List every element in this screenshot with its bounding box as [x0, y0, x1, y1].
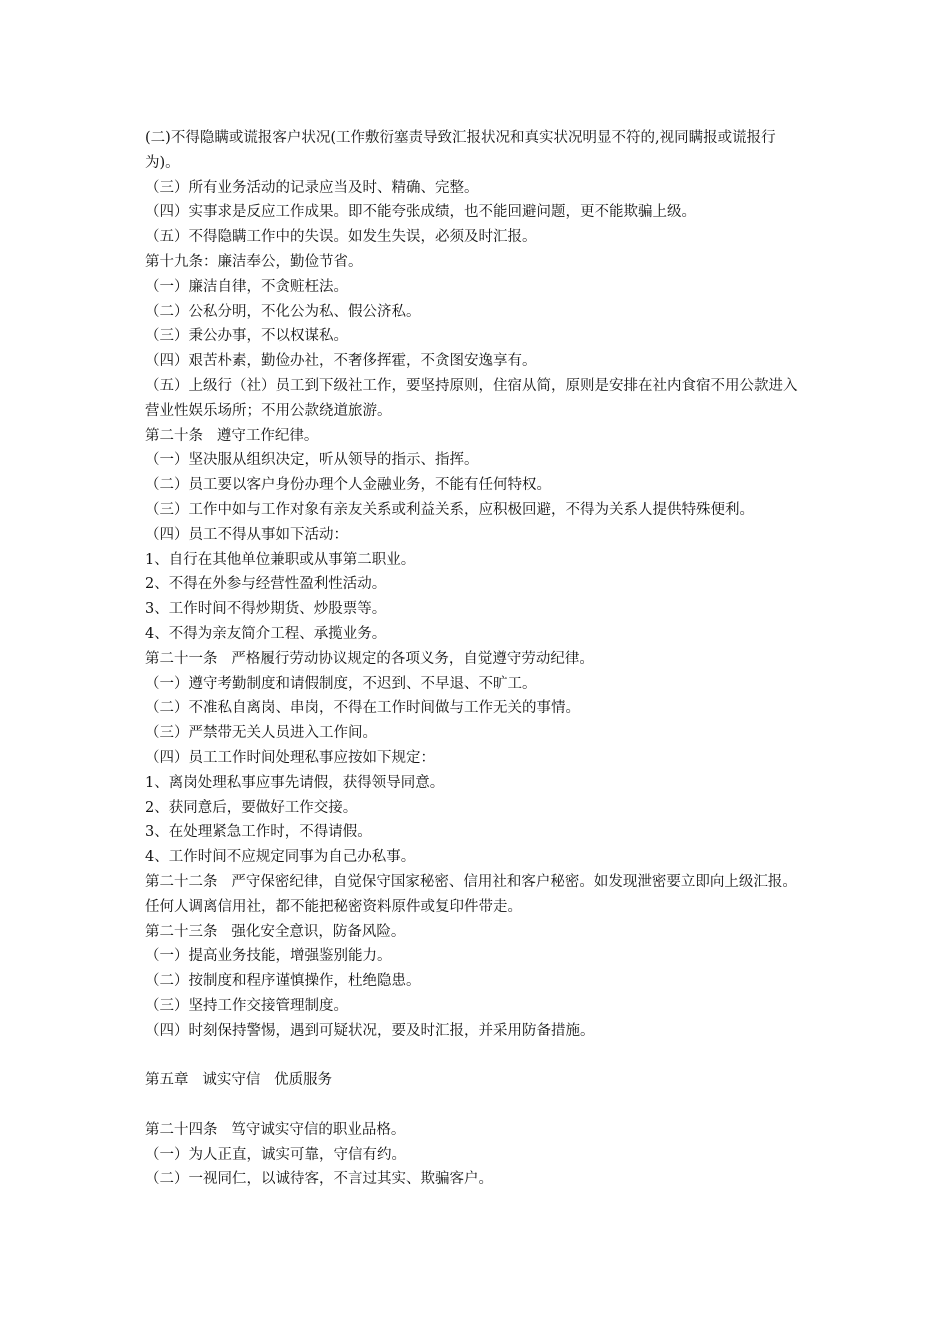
blank-line	[145, 1093, 810, 1118]
paragraph-line: （二）员工要以客户身份办理个人金融业务，不能有任何特权。	[145, 477, 551, 494]
paragraph-line: 4、工作时间不应规定同事为自己办私事。	[145, 849, 416, 866]
paragraph-line: （四）实事求是反应工作成果。即不能夸张成绩，也不能回避问题，更不能欺骗上级。	[145, 204, 696, 221]
paragraph-line: 第二十一条 严格履行劳动协议规定的各项义务，自觉遵守劳动纪律。	[145, 650, 594, 667]
paragraph-line: （三）严禁带无关人员进入工作间。	[145, 725, 377, 742]
paragraph-line: 第二十四条 笃守诚实守信的职业品格。	[145, 1121, 406, 1138]
paragraph-line: （三）坚持工作交接管理制度。	[145, 997, 348, 1014]
document-page	[145, 126, 810, 1192]
paragraph-line: （三）所有业务活动的记录应当及时、精确、完整。	[145, 179, 479, 196]
paragraph-line: （四）时刻保持警惕，遇到可疑状况，要及时汇报，并采用防备措施。	[145, 1022, 595, 1039]
paragraph-line: 第二十条 遵守工作纪律。	[145, 427, 319, 444]
paragraph-line: （三）秉公办事，不以权谋私。	[145, 328, 348, 345]
paragraph-line: （四）员工工作时间处理私事应按如下规定：	[145, 749, 435, 766]
paragraph-line: （一）为人正直，诚实可靠，守信有约。	[145, 1146, 406, 1163]
paragraph-line: （二）不准私自离岗、串岗，不得在工作时间做与工作无关的事情。	[145, 700, 580, 717]
paragraph-line: 4、不得为亲友简介工程、承揽业务。	[145, 625, 387, 642]
paragraph-line: （一）遵守考勤制度和请假制度，不迟到、不早退、不旷工。	[145, 675, 537, 692]
paragraph-line: （四）艰苦朴素，勤俭办社，不奢侈挥霍，不贪图安逸享有。	[145, 353, 537, 370]
paragraph-line: （五）上级行（社）员工到下级社工作，要坚持原则，住宿从简，原则是安排在社内食宿不用公款进入营业性娱乐场所；不用公款绕道旅游。	[145, 377, 798, 419]
paragraph-line: 1、离岗处理私事应事先请假，获得领导同意。	[145, 774, 445, 791]
paragraph-line: （二）公私分明，不化公为私、假公济私。	[145, 303, 421, 320]
paragraph-line: （五）不得隐瞒工作中的失误。如发生失误，必须及时汇报。	[145, 229, 537, 246]
blank-line	[145, 1043, 810, 1068]
paragraph-line: （一）坚决服从组织决定，听从领导的指示、指挥。	[145, 452, 479, 469]
paragraph-line: 第二十三条 强化安全意识，防备风险。	[145, 923, 406, 940]
paragraph-line: （二）一视同仁，以诚待客，不言过其实、欺骗客户。	[145, 1171, 493, 1188]
paragraph-line: 第十九条：廉洁奉公，勤俭节省。	[145, 253, 363, 270]
paragraph-line: （三）工作中如与工作对象有亲友关系或利益关系，应积极回避，不得为关系人提供特殊便利。	[145, 501, 754, 518]
paragraph-line: 2、不得在外参与经营性盈利性活动。	[145, 576, 387, 593]
paragraph-line: （四）员工不得从事如下活动：	[145, 526, 348, 543]
paragraph-line: （一）提高业务技能，增强鉴别能力。	[145, 948, 392, 965]
paragraph-line: 3、在处理紧急工作时，不得请假。	[145, 824, 372, 841]
section-a	[145, 126, 810, 1043]
paragraph-line: （一）廉洁自律，不贪赃枉法。	[145, 278, 348, 295]
paragraph-line: 第二十二条 严守保密纪律，自觉保守国家秘密、信用社和客户秘密。如发现泄密要立即向上级汇报。任何人调离信用社，都不能把秘密资料原件或复印件带走。	[145, 873, 797, 915]
chapter-heading: 第五章 诚实守信 优质服务	[145, 1072, 333, 1089]
paragraph-line: 2、获同意后，要做好工作交接。	[145, 799, 358, 816]
paragraph-line: 3、工作时间不得炒期货、炒股票等。	[145, 601, 387, 618]
section-b	[145, 1118, 810, 1192]
paragraph-line: 1、自行在其他单位兼职或从事第二职业。	[145, 551, 416, 568]
paragraph-line: （二）按制度和程序谨慎操作，杜绝隐患。	[145, 973, 421, 990]
paragraph-line: (二)不得隐瞒或谎报客户状况(工作敷衍塞责导致汇报状况和真实状况明显不符的,视同瞒报或谎报行为)。	[145, 130, 776, 171]
